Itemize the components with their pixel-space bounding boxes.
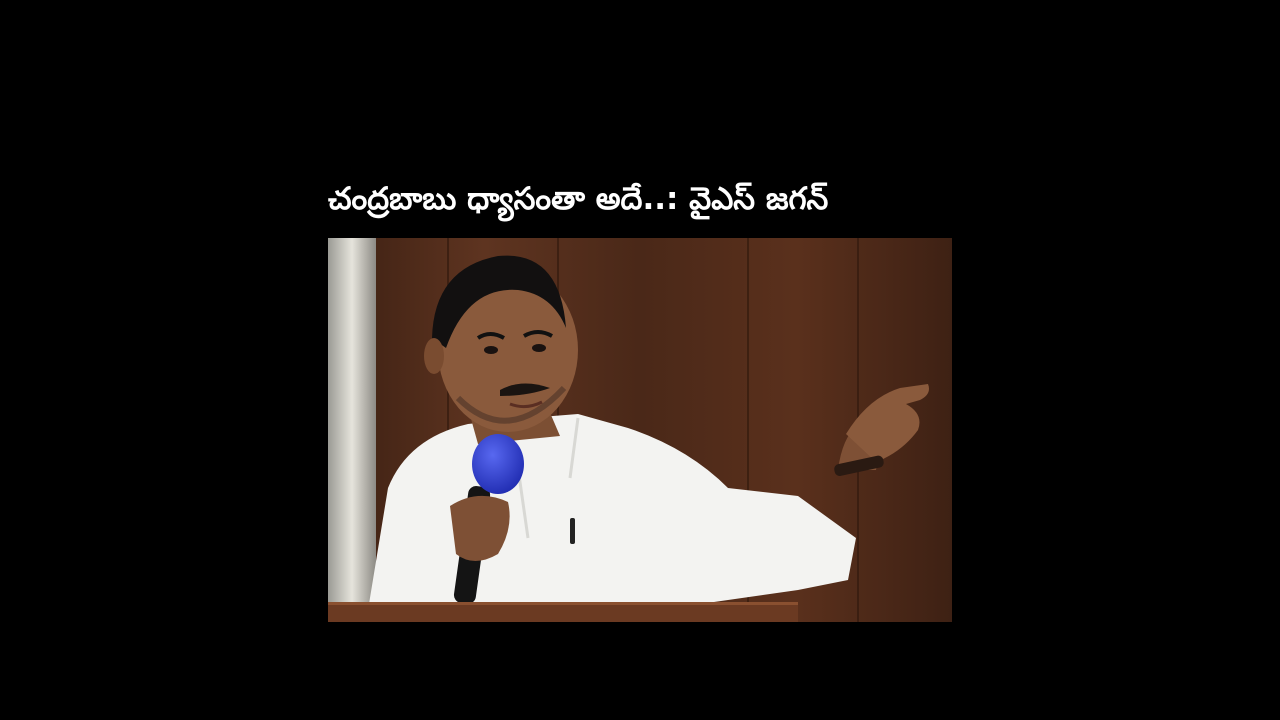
article-headline: చంద్రబాబు ధ్యాసంతా అదే..: వైఎస్ జగన్ [328, 181, 829, 217]
microphone-head [472, 434, 524, 494]
pen [570, 518, 575, 544]
white-pillar [328, 238, 376, 622]
article-photo [328, 238, 952, 622]
podium [328, 604, 798, 622]
speaker-photo-illustration [328, 238, 952, 622]
ear [424, 338, 444, 374]
